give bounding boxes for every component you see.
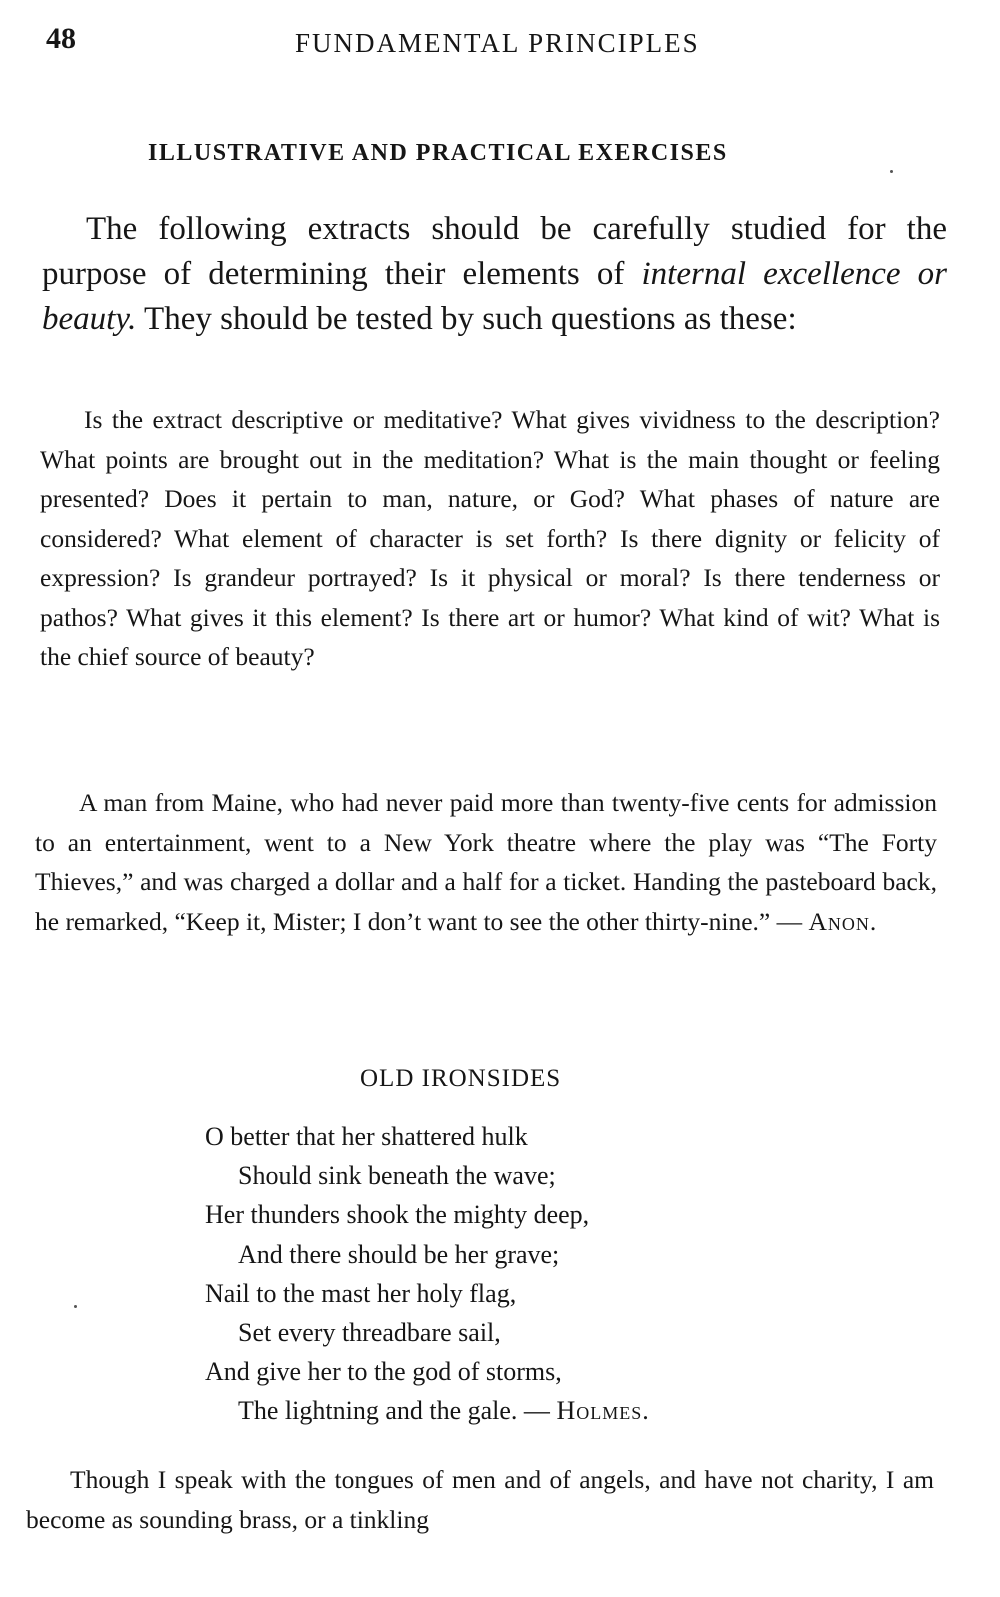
intro-text-end: They should be tested by such questions as these:	[136, 301, 797, 337]
section-title: ILLUSTRATIVE AND PRACTICAL EXERCISES	[148, 140, 728, 166]
poem-line: Set every threadbare sail,	[238, 1318, 501, 1348]
print-speck	[890, 170, 893, 173]
closing-paragraph: Though I speak with the tongues of men and of angels, and have not charity, I am become as sounding brass, or a tinkling	[26, 1465, 934, 1534]
intro-paragraph	[42, 207, 947, 342]
poem-line: Her thunders shook the mighty deep,	[205, 1200, 590, 1230]
poem	[205, 1117, 650, 1431]
running-title: FUNDAMENTAL PRINCIPLES	[295, 28, 700, 58]
poem-line: O better that her shattered hulk	[205, 1122, 528, 1151]
questions-paragraph: Is the extract descriptive or meditative? What gives vividness to the description? What points are brought out in the meditation? What is the main thought or feeling presented? Does it pertain to man, nature, or God? What phases of nature are considered? What element of character is set forth? Is there dignity or felicity of expression? Is grandeur portrayed? Is it physical or moral? Is there tenderness or pathos? What gives it this element? Is there art or humor? What kind of wit? What is the chief source of beauty?	[40, 405, 940, 671]
intro-text-start: The following extracts should be carefully studied for the purpose of determining their elements of	[42, 211, 947, 292]
poem-attribution: Holmes.	[556, 1396, 650, 1426]
anecdote-attribution: Anon.	[808, 906, 878, 936]
poem-line: Nail to the mast her holy flag,	[205, 1278, 517, 1308]
poem-title: OLD IRONSIDES	[360, 1065, 562, 1092]
anecdote-paragraph	[35, 783, 937, 941]
poem-line-text: The lightning and the gale. —	[238, 1396, 557, 1426]
page-header	[40, 18, 950, 68]
poem-line: And there should be her grave;	[238, 1239, 560, 1269]
anecdote-text: A man from Maine, who had never paid more than twenty-five cents for admission to an entertainment, went to a New York theatre where the play was “The Forty Thieves,” and was charged a dollar and a half for a ticket. Handing the pasteboard back, he remarked, “Keep it, Mister; I don’t want to see the other thirty-nine.” —	[35, 788, 937, 936]
print-speck	[74, 1305, 77, 1308]
poem-line: Should sink beneath the wave;	[238, 1161, 556, 1191]
poem-last-line	[205, 1391, 650, 1430]
intro-italic-phrase: internal excellence or beauty.	[42, 256, 947, 337]
page-number: 48	[46, 22, 76, 55]
poem-line: And give her to the god of storms,	[205, 1357, 562, 1387]
